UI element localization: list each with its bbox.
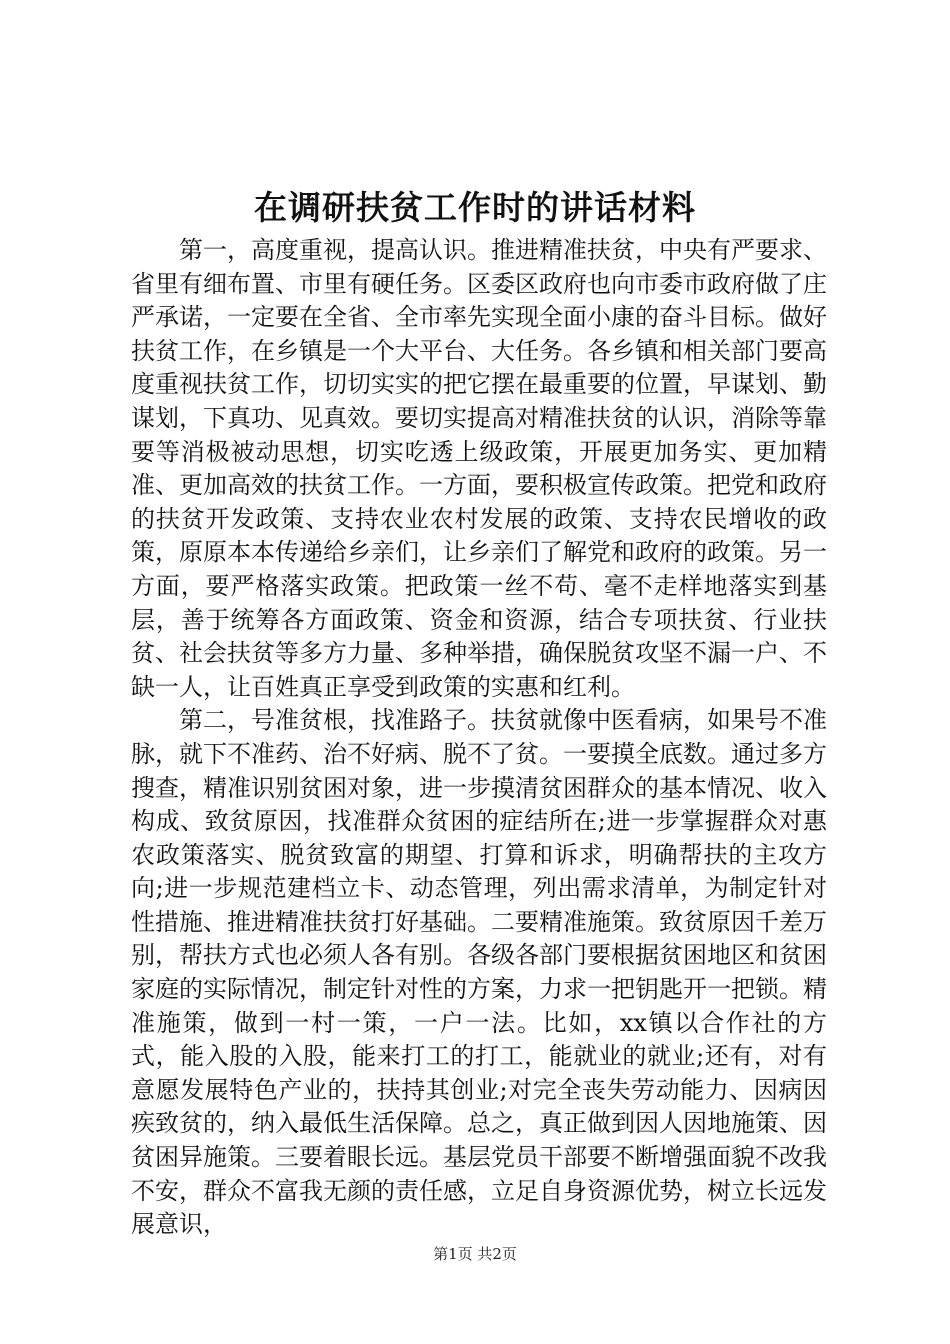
document-body [131,234,827,1242]
paragraph-2: 第二，号准贫根，找准路子。扶贫就像中医看病，如果号不准脉，就下不准药、治不好病、脱不了贫。一要摸全底数。通过多方搜查，精准识别贫困对象，进一步摸清贫困群众的基本情况、收入构成、致贫原因，找准群众贫困的症结所在;进一步掌握群众对惠农政策落实、脱贫致富的期望、打算和诉求，明确帮扶的主攻方向;进一步规范建档立卡、动态管理，列出需求清单，为制定针对性措施、推进精准扶贫打好基础。二要精准施策。致贫原因千差万别，帮扶方式也必须人各有别。各级各部门要根据贫困地区和贫困家庭的实际情况，制定针对性的方案，力求一把钥匙开一把锁。精准施策，做到一村一策，一户一法。比如，xx镇以合作社的方式，能入股的入股，能来打工的打工，能就业的就业;还有，对有意愿发展特色产业的，扶持其创业;对完全丧失劳动能力、因病因疾致贫的，纳入最低生活保障。总之，真正做到因人因地施策、因贫困异施策。三要着眼长远。基层党员干部要不断增强面貌不改我不安，群众不富我无颜的责任感，立足自身资源优势，树立长远发展意识， [131,706,827,1239]
page-number-footer: 第1页 共2页 [433,1245,517,1263]
paragraph-1: 第一，高度重视，提高认识。推进精准扶贫，中央有严要求、省里有细布置、市里有硬任务。区委区政府也向市委市政府做了庄严承诺，一定要在全省、全市率先实现全面小康的奋斗目标。做好扶贫工作，在乡镇是一个大平台、大任务。各乡镇和相关部门要高度重视扶贫工作，切切实实的把它摆在最重要的位置，早谋划、勤谋划，下真功、见真效。要切实提高对精准扶贫的认识，消除等靠要等消极被动思想，切实吃透上级政策，开展更加务实、更加精准、更加高效的扶贫工作。一方面，要积极宣传政策。把党和政府的扶贫开发政策、支持农业农村发展的政策、支持农民增收的政策，原原本本传递给乡亲们，让乡亲们了解党和政府的政策。另一方面，要严格落实政策。把政策一丝不苟、毫不走样地落实到基层，善于统筹各方面政策、资金和资源，结合专项扶贫、行业扶贫、社会扶贫等多方力量、多种举措，确保脱贫攻坚不漏一户、不缺一人，让百姓真正享受到政策的实惠和红利。 [131,236,827,701]
document-title: 在调研扶贫工作时的讲话材料 [254,188,696,227]
